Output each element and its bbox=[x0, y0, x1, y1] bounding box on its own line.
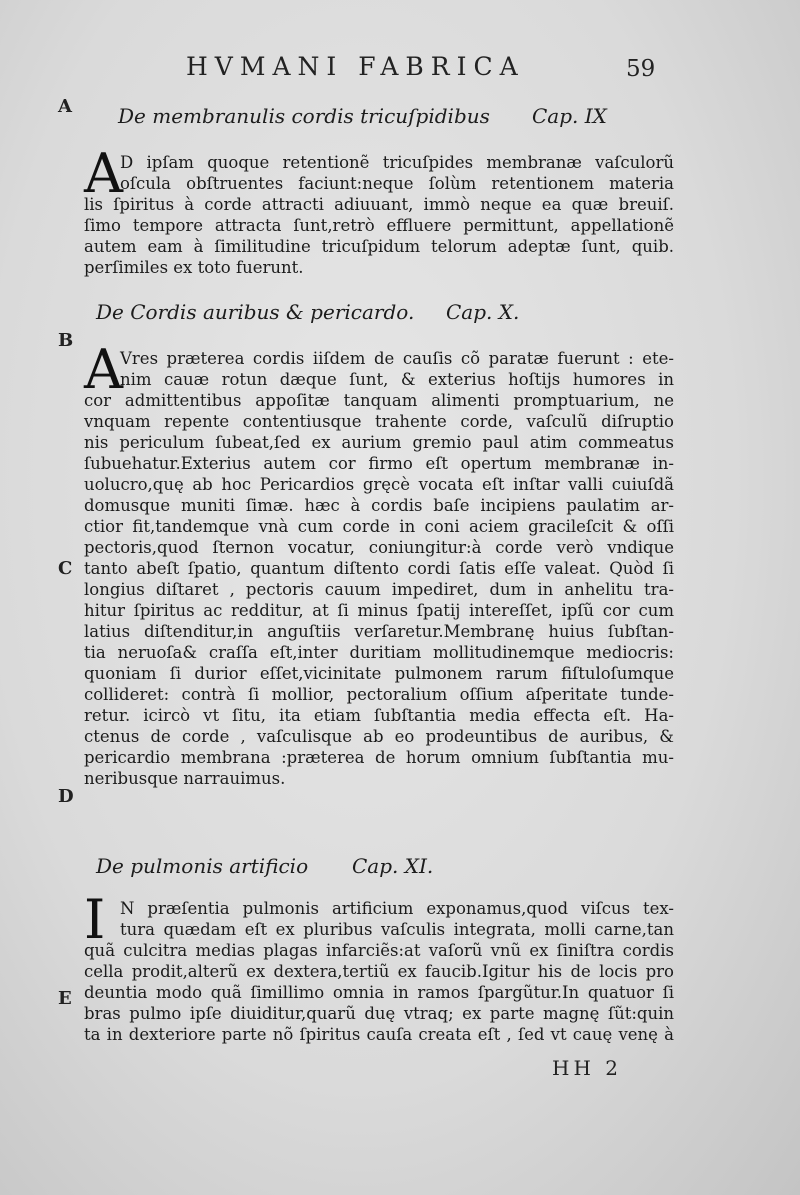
text-line: tia neruoſa& craſſa eſt,inter duritiam mollitudinemque mediocris: bbox=[84, 643, 674, 662]
text-line: cor admittentibus appoſitæ tanquam alimenti promptuarium, ne bbox=[84, 391, 674, 410]
text-line: deuntia modo quã ſimillimo omnia in ramos ſpargũtur.In quatuor ſi bbox=[84, 983, 674, 1002]
drop-cap: I bbox=[84, 888, 106, 951]
page-number: 59 bbox=[626, 56, 656, 82]
text-line: tura quædam eſt ex pluribus vaſculis integrata, molli carne,tan bbox=[120, 920, 674, 939]
chapter-body bbox=[84, 338, 674, 789]
text-line: ſimo tempore attracta ſunt,retrò effluere permittunt, appellationẽ bbox=[84, 216, 674, 235]
margin-letter-e: E bbox=[58, 988, 72, 1009]
text-line: vnquam repente contentiusque trahente corde, vaſculũ diſruptio bbox=[84, 412, 674, 431]
margin-letter-c: C bbox=[58, 558, 73, 579]
text-line: oſcula obſtruentes faciunt:neque ſolùm retentionem materia bbox=[120, 174, 674, 193]
chapter-body bbox=[84, 142, 674, 278]
text-line: uolucro,quę ab hoc Pericardios gręcè vocata eſt inſtar valli cuiuſdã bbox=[84, 475, 674, 494]
text-line: nis periculum ſubeat,ſed ex aurium gremio paul atim commeatus bbox=[84, 433, 674, 452]
text-line: latius diſtenditur,in anguſtiis verſaretur.Membranę huius ſubſtan- bbox=[84, 622, 674, 641]
margin-letter-d: D bbox=[58, 786, 74, 807]
text-line: cella prodit,alterũ ex dextera,tertiũ ex faucib.Igitur his de locis pro bbox=[84, 962, 674, 981]
signature-mark: HH 2 bbox=[552, 1056, 622, 1080]
text-line: N præſentia pulmonis artificium exponamus,quod viſcus tex- bbox=[120, 899, 674, 918]
chapter-number: Cap. XI. bbox=[352, 854, 434, 878]
margin-letter-a: A bbox=[58, 96, 72, 117]
text-line: nim cauæ rotun dæque ſunt, & exterius hoſtijs humores in bbox=[120, 370, 674, 389]
text-line: hitur ſpiritus ac redditur, at ſi minus ſpatij intereſſet, ipſũ cor cum bbox=[84, 601, 674, 620]
drop-cap: A bbox=[84, 338, 123, 401]
chapter-body bbox=[84, 888, 674, 1045]
text-line: pectoris,quod ſternon vocatur, coniungitur:à corde verò vndique bbox=[84, 538, 674, 557]
chapter-number: Cap. IX bbox=[532, 104, 607, 128]
text-line: longius diſtaret , pectoris cauum impediret, dum in anhelitu tra- bbox=[84, 580, 674, 599]
text-line: lis ſpiritus à corde attracti adiuuant, immò neque ea quæ breuiſ. bbox=[84, 195, 674, 214]
drop-cap: A bbox=[84, 142, 123, 205]
text-line: autem eam à ſimilitudine tricuſpidum telorum adeptæ ſunt, quib. bbox=[84, 237, 674, 256]
chapter-heading bbox=[96, 854, 434, 878]
text-line: ctenus de corde , vaſculisque ab eo prodeuntibus de auribus, & bbox=[84, 727, 674, 746]
text-line: tanto abeſt ſpatio, quantum diſtento cordi ſatis eſſe valeat. Quòd ſi bbox=[84, 559, 674, 578]
chapter-number: Cap. X. bbox=[446, 300, 520, 324]
text-line: pericardio membrana :præterea de horum omnium ſubſtantia mu- bbox=[84, 748, 674, 767]
chapter-title: De pulmonis artificio bbox=[96, 854, 309, 878]
text-line: ctior fit,tandemque vnà cum corde in coni aciem gracileſcit & oſſi bbox=[84, 517, 674, 536]
text-line: domusque muniti ſimæ. hæc à cordis baſe incipiens paulatim ar- bbox=[84, 496, 674, 515]
text-line: perſimiles ex toto fuerunt. bbox=[84, 258, 304, 277]
chapter-heading bbox=[118, 104, 607, 128]
chapter-title: De Cordis auribus & pericardo. bbox=[96, 300, 415, 324]
chapter-title: De membranulis cordis tricuſpidibus bbox=[118, 104, 490, 128]
text-line: ta in dexteriore parte nõ ſpiritus cauſa creata eſt , ſed vt cauę venę à bbox=[84, 1025, 674, 1044]
text-line: D ipſam quoque retentionẽ tricuſpides membranæ vaſculorũ bbox=[120, 153, 674, 172]
text-line: ſubuehatur.Exterius autem cor firmo eſt opertum membranæ in- bbox=[84, 454, 674, 473]
text-line: bras pulmo ipſe diuiditur,quarũ duę vtraq; ex parte magnę ſũt:quin bbox=[84, 1004, 674, 1023]
text-line: quoniam ſi durior eſſet,vicinitate pulmonem rarum fiſtuloſumque bbox=[84, 664, 674, 683]
running-head: HVMANI FABRICA bbox=[186, 52, 525, 81]
text-line: Vres præterea cordis iiſdem de cauſis cõ paratæ fuerunt : ete- bbox=[120, 349, 674, 368]
text-line: collideret: contrà ſi mollior, pectoralium oſſium aſperitate tunde- bbox=[84, 685, 674, 704]
text-line: neribusque narrauimus. bbox=[84, 769, 286, 788]
text-line: quã culcitra medias plagas infarciẽs:at vaſorũ vnũ ex ſiniſtra cordis bbox=[84, 941, 674, 960]
margin-letter-b: B bbox=[58, 330, 74, 351]
text-line: retur. icircò vt ſitu, ita etiam ſubſtantia media effecta eſt. Ha- bbox=[84, 706, 674, 725]
chapter-heading bbox=[96, 300, 520, 324]
